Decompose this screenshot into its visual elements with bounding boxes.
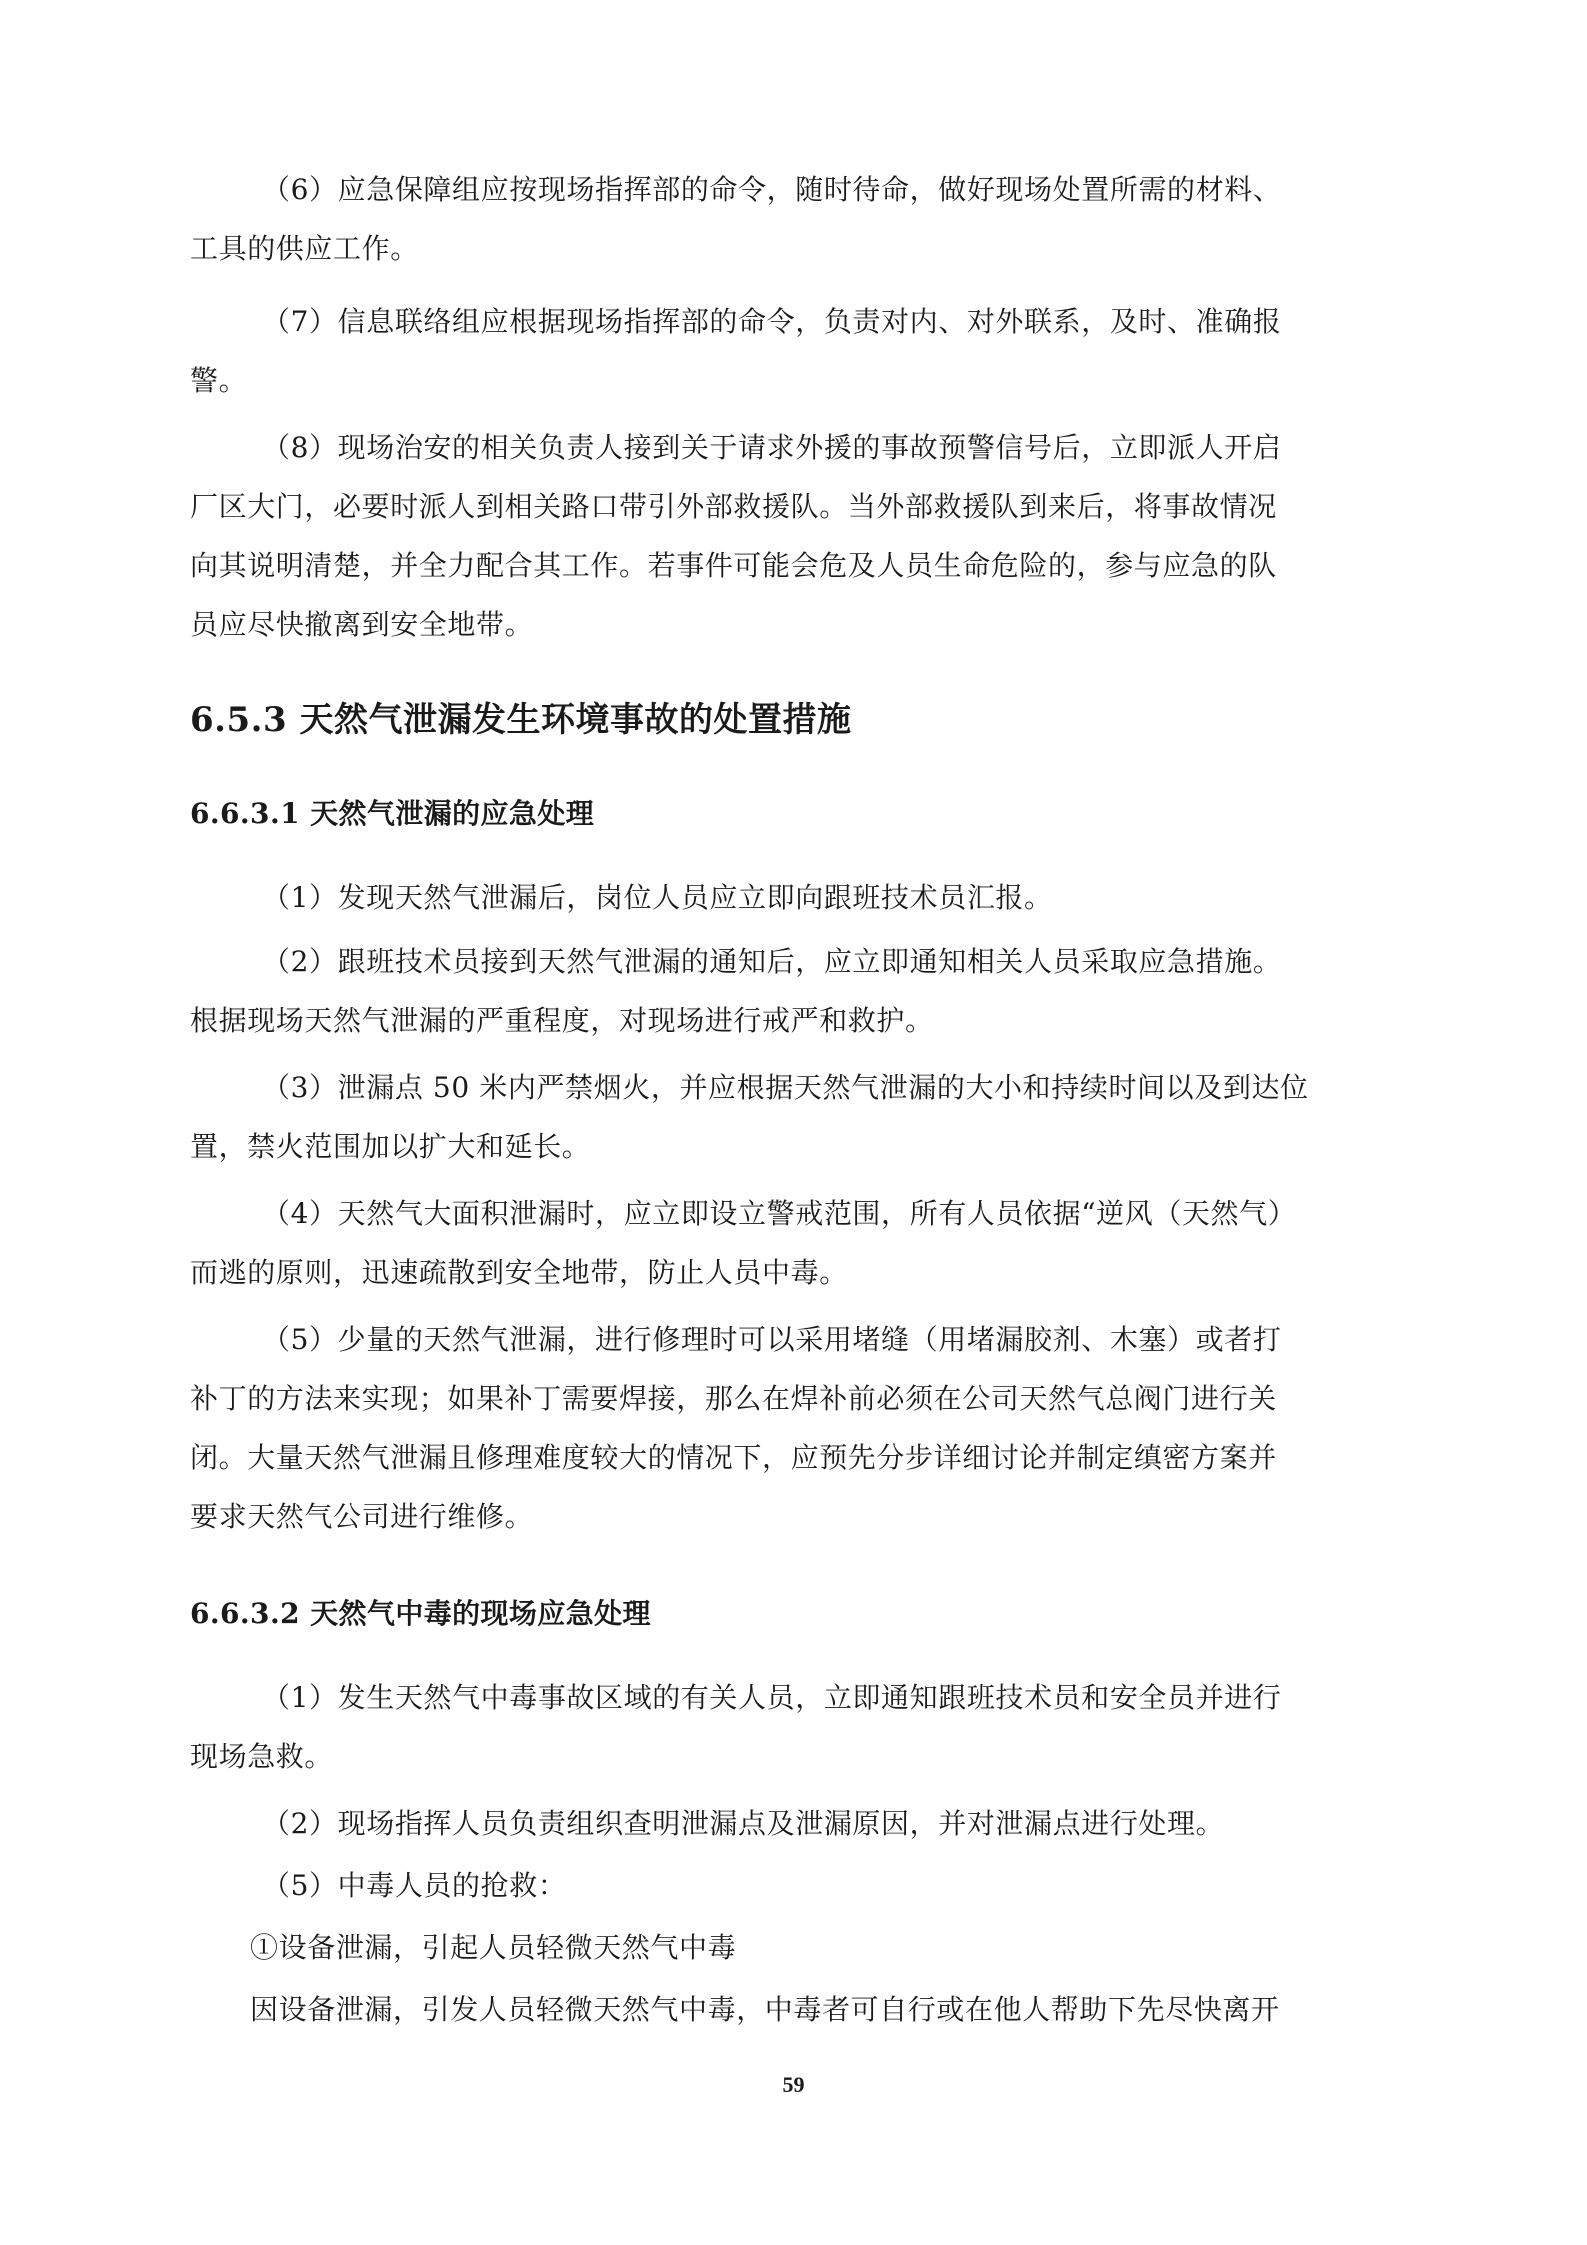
text-line: 根据现场天然气泄漏的严重程度，对现场进行戒严和救护。 <box>190 1004 934 1037</box>
paragraph-8 <box>190 418 1405 654</box>
text-line: 工具的供应工作。 <box>190 232 419 265</box>
text-line: （3）泄漏点 50 米内严禁烟火，并应根据天然气泄漏的大小和持续时间以及到达位 <box>262 1071 1309 1104</box>
sub1-paragraph-3 <box>190 1058 1405 1176</box>
subsection-title-2: 6.6.3.2 天然气中毒的现场应急处理 <box>190 1597 651 1630</box>
sub1-paragraph-4 <box>190 1184 1405 1302</box>
text-line: （8）现场治安的相关负责人接到关于请求外援的事故预警信号后，立即派人开启 <box>262 431 1282 464</box>
text-line: 厂区大门，必要时派人到相关路口带引外部救援队。当外部救援队到来后，将事故情况 <box>190 490 1277 523</box>
sub1-paragraph-5 <box>190 1310 1405 1546</box>
text-line: 置，禁火范围加以扩大和延长。 <box>190 1130 591 1163</box>
sub1-paragraph-2 <box>190 932 1405 1050</box>
text-line: 补丁的方法来实现；如果补丁需要焊接，那么在焊补前必须在公司天然气总阀门进行关 <box>190 1382 1277 1415</box>
text-line: 现场急救。 <box>190 1740 334 1773</box>
sub1-paragraph-1 <box>190 868 1405 927</box>
text-line: （6）应急保障组应按现场指挥部的命令，随时待命，做好现场处置所需的材料、 <box>262 173 1282 206</box>
text-line: 员应尽快撤离到安全地带。 <box>190 608 534 641</box>
text-line: （2）跟班技术员接到天然气泄漏的通知后，应立即通知相关人员采取应急措施。 <box>262 945 1282 978</box>
text-line: （4）天然气大面积泄漏时，应立即设立警戒范围，所有人员依据“逆风（天然气） <box>262 1197 1297 1230</box>
paragraph-7 <box>190 292 1405 410</box>
sub2-paragraph-4 <box>190 1918 1405 1977</box>
sub2-paragraph-2 <box>190 1794 1405 1853</box>
page-number: 59 <box>782 2072 805 2097</box>
text-line: （7）信息联络组应根据现场指挥部的命令，负责对内、对外联系，及时、准确报 <box>262 305 1282 338</box>
subsection-title-1: 6.6.3.1 天然气泄漏的应急处理 <box>190 797 595 830</box>
text-line: 因设备泄漏，引发人员轻微天然气中毒，中毒者可自行或在他人帮助下先尽快离开 <box>250 1993 1280 2026</box>
sub2-paragraph-5 <box>190 1980 1405 2039</box>
text-line: 向其说明清楚，并全力配合其工作。若事件可能会危及人员生命危险的，参与应急的队 <box>190 549 1277 582</box>
sub2-paragraph-1 <box>190 1668 1405 1786</box>
text-line: 警。 <box>190 364 248 397</box>
text-line: 要求天然气公司进行维修。 <box>190 1500 534 1533</box>
section-title: 6.5.3 天然气泄漏发生环境事故的处置措施 <box>190 700 852 740</box>
text-line: （5）中毒人员的抢救： <box>262 1869 567 1902</box>
text-line: （5）少量的天然气泄漏，进行修理时可以采用堵缝（用堵漏胶剂、木塞）或者打 <box>262 1323 1282 1356</box>
text-line: 闭。大量天然气泄漏且修理难度较大的情况下，应预先分步详细讨论并制定缜密方案并 <box>190 1441 1277 1474</box>
text-line: （1）发现天然气泄漏后，岗位人员应立即向跟班技术员汇报。 <box>262 881 1053 914</box>
text-line: （1）发生天然气中毒事故区域的有关人员，立即通知跟班技术员和安全员并进行 <box>262 1681 1282 1714</box>
text-line: （2）现场指挥人员负责组织查明泄漏点及泄漏原因，并对泄漏点进行处理。 <box>262 1807 1225 1840</box>
paragraph-6 <box>190 160 1405 278</box>
text-line: ①设备泄漏，引起人员轻微天然气中毒 <box>250 1931 737 1964</box>
sub2-paragraph-3 <box>190 1856 1405 1915</box>
text-line: 而逃的原则，迅速疏散到安全地带，防止人员中毒。 <box>190 1256 848 1289</box>
